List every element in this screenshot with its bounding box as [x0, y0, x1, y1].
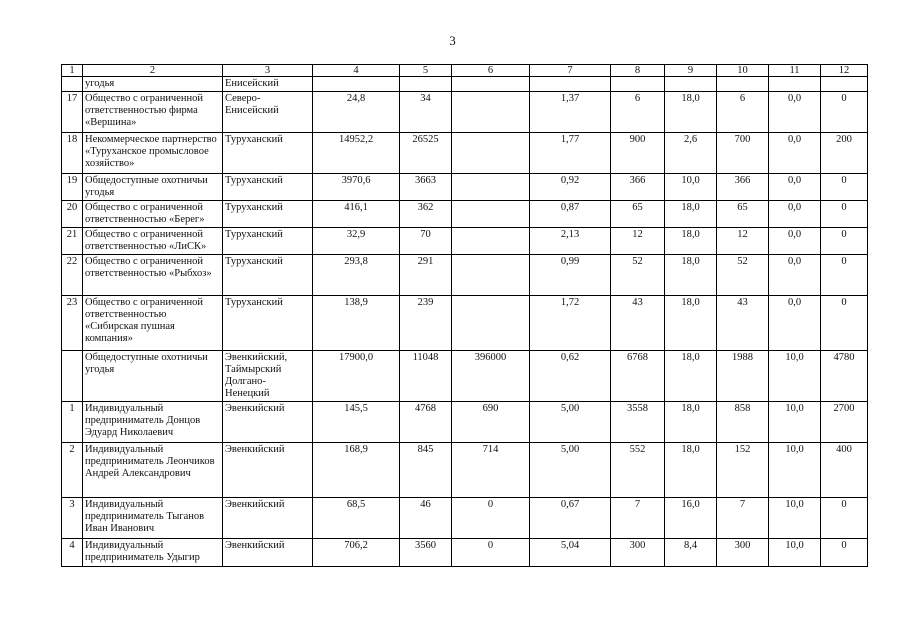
- value-cell: 3558: [611, 402, 665, 443]
- value-cell: 10,0: [769, 539, 821, 567]
- value-cell: 11048: [400, 351, 452, 402]
- value-cell: 14952,2: [313, 133, 400, 174]
- row-number-cell: 18: [62, 133, 83, 174]
- table-row: [62, 443, 868, 498]
- value-cell: 293,8: [313, 255, 400, 296]
- page-number: 3: [449, 33, 456, 48]
- value-cell: 24,8: [313, 92, 400, 133]
- value-cell: 1,37: [530, 92, 611, 133]
- column-header: 3: [223, 65, 313, 77]
- value-cell: 200: [821, 133, 868, 174]
- value-cell: 396000: [452, 351, 530, 402]
- value-cell: 0: [821, 228, 868, 255]
- value-cell: 52: [717, 255, 769, 296]
- value-cell: 70: [400, 228, 452, 255]
- value-cell: 43: [717, 296, 769, 351]
- value-cell: 10,0: [769, 351, 821, 402]
- district-cell: Туруханский: [223, 255, 313, 296]
- value-cell: 362: [400, 201, 452, 228]
- organization-cell: Некоммерческое партнерство «Туруханское промысловое хозяйство»: [83, 133, 223, 174]
- organization-cell: Индивидуальный предприниматель Леончиков Андрей Александрович: [83, 443, 223, 498]
- column-header: 1: [62, 65, 83, 77]
- row-number-cell: 3: [62, 498, 83, 539]
- table-row: [62, 296, 868, 351]
- value-cell: [452, 228, 530, 255]
- value-cell: 4780: [821, 351, 868, 402]
- value-cell: 0: [452, 539, 530, 567]
- value-cell: 65: [717, 201, 769, 228]
- value-cell: [769, 77, 821, 92]
- value-cell: 10,0: [769, 498, 821, 539]
- column-header: 4: [313, 65, 400, 77]
- column-header: 11: [769, 65, 821, 77]
- value-cell: 0,0: [769, 228, 821, 255]
- district-cell: Туруханский: [223, 133, 313, 174]
- district-cell: Эвенкийский: [223, 402, 313, 443]
- table-row: [62, 174, 868, 201]
- value-cell: 34: [400, 92, 452, 133]
- organization-cell: Общество с ограниченной ответственностью «Берег»: [83, 201, 223, 228]
- value-cell: 3560: [400, 539, 452, 567]
- district-cell: Туруханский: [223, 228, 313, 255]
- value-cell: 7: [717, 498, 769, 539]
- value-cell: 18,0: [665, 296, 717, 351]
- value-cell: 18,0: [665, 255, 717, 296]
- value-cell: 6: [611, 92, 665, 133]
- value-cell: 690: [452, 402, 530, 443]
- value-cell: 10,0: [769, 443, 821, 498]
- value-cell: 0: [821, 498, 868, 539]
- organization-cell: Индивидуальный предприниматель Донцов Эдуард Николаевич: [83, 402, 223, 443]
- value-cell: 0,87: [530, 201, 611, 228]
- organization-cell: Индивидуальный предприниматель Тыганов Иван Иванович: [83, 498, 223, 539]
- table-row: [62, 77, 868, 92]
- district-cell: Эвенкийский: [223, 539, 313, 567]
- value-cell: 0: [821, 92, 868, 133]
- value-cell: [530, 77, 611, 92]
- value-cell: 0,99: [530, 255, 611, 296]
- table-row: [62, 255, 868, 296]
- value-cell: 300: [717, 539, 769, 567]
- table-row: [62, 402, 868, 443]
- column-header: 7: [530, 65, 611, 77]
- district-cell: Эвенкийский: [223, 443, 313, 498]
- organization-cell: Индивидуальный предприниматель Удыгир: [83, 539, 223, 567]
- value-cell: 0: [821, 255, 868, 296]
- value-cell: 6768: [611, 351, 665, 402]
- column-header: 10: [717, 65, 769, 77]
- value-cell: 18,0: [665, 402, 717, 443]
- value-cell: 18,0: [665, 92, 717, 133]
- value-cell: 0,0: [769, 201, 821, 228]
- value-cell: 0: [821, 539, 868, 567]
- value-cell: [452, 174, 530, 201]
- data-table: [61, 64, 868, 567]
- value-cell: 18,0: [665, 228, 717, 255]
- row-number-cell: 2: [62, 443, 83, 498]
- organization-cell: Общество с ограниченной ответственностью «ЛиСК»: [83, 228, 223, 255]
- value-cell: 46: [400, 498, 452, 539]
- value-cell: [665, 77, 717, 92]
- value-cell: [717, 77, 769, 92]
- value-cell: 1988: [717, 351, 769, 402]
- value-cell: 366: [717, 174, 769, 201]
- value-cell: [611, 77, 665, 92]
- value-cell: 300: [611, 539, 665, 567]
- table-row: [62, 133, 868, 174]
- value-cell: 0,0: [769, 255, 821, 296]
- column-header: 12: [821, 65, 868, 77]
- value-cell: 2,13: [530, 228, 611, 255]
- value-cell: 43: [611, 296, 665, 351]
- value-cell: 5,00: [530, 402, 611, 443]
- value-cell: 845: [400, 443, 452, 498]
- value-cell: 52: [611, 255, 665, 296]
- value-cell: 700: [717, 133, 769, 174]
- value-cell: 0,0: [769, 296, 821, 351]
- row-number-cell: [62, 77, 83, 92]
- table-row: [62, 92, 868, 133]
- value-cell: 18,0: [665, 443, 717, 498]
- row-number-cell: 22: [62, 255, 83, 296]
- value-cell: 366: [611, 174, 665, 201]
- value-cell: 0,0: [769, 133, 821, 174]
- table-row: [62, 498, 868, 539]
- value-cell: 18,0: [665, 351, 717, 402]
- value-cell: [400, 77, 452, 92]
- value-cell: 17900,0: [313, 351, 400, 402]
- value-cell: [452, 255, 530, 296]
- table-row: [62, 201, 868, 228]
- value-cell: 0: [821, 296, 868, 351]
- value-cell: [452, 92, 530, 133]
- header-row: [62, 65, 868, 77]
- value-cell: 714: [452, 443, 530, 498]
- value-cell: 152: [717, 443, 769, 498]
- column-header: 2: [83, 65, 223, 77]
- row-number-cell: 19: [62, 174, 83, 201]
- district-cell: Енисейский: [223, 77, 313, 92]
- district-cell: Туруханский: [223, 174, 313, 201]
- value-cell: 168,9: [313, 443, 400, 498]
- value-cell: 145,5: [313, 402, 400, 443]
- value-cell: 0,0: [769, 92, 821, 133]
- value-cell: 400: [821, 443, 868, 498]
- district-cell: Эвенкийский: [223, 498, 313, 539]
- row-number-cell: 4: [62, 539, 83, 567]
- value-cell: 4768: [400, 402, 452, 443]
- value-cell: 18,0: [665, 201, 717, 228]
- value-cell: 12: [717, 228, 769, 255]
- value-cell: 16,0: [665, 498, 717, 539]
- value-cell: 32,9: [313, 228, 400, 255]
- organization-cell: угодья: [83, 77, 223, 92]
- value-cell: 239: [400, 296, 452, 351]
- district-cell: Туруханский: [223, 296, 313, 351]
- row-number-cell: 20: [62, 201, 83, 228]
- value-cell: [452, 201, 530, 228]
- value-cell: 5,04: [530, 539, 611, 567]
- value-cell: 416,1: [313, 201, 400, 228]
- row-number-cell: 23: [62, 296, 83, 351]
- column-header: 5: [400, 65, 452, 77]
- value-cell: 0,67: [530, 498, 611, 539]
- value-cell: 3663: [400, 174, 452, 201]
- district-cell: Северо-Енисейский: [223, 92, 313, 133]
- value-cell: 10,0: [769, 402, 821, 443]
- value-cell: 0: [821, 201, 868, 228]
- table-row: [62, 351, 868, 402]
- district-cell: Эвенкийский, Таймырский Долгано-Ненецкий: [223, 351, 313, 402]
- value-cell: 10,0: [665, 174, 717, 201]
- organization-cell: Общедоступные охотничьи угодья: [83, 351, 223, 402]
- column-header: 8: [611, 65, 665, 77]
- district-cell: Туруханский: [223, 201, 313, 228]
- column-header: 9: [665, 65, 717, 77]
- value-cell: [313, 77, 400, 92]
- value-cell: 8,4: [665, 539, 717, 567]
- row-number-cell: 21: [62, 228, 83, 255]
- organization-cell: Общество с ограниченной ответственностью «Рыбхоз»: [83, 255, 223, 296]
- table-row: [62, 228, 868, 255]
- value-cell: 1,77: [530, 133, 611, 174]
- value-cell: 3970,6: [313, 174, 400, 201]
- value-cell: 6: [717, 92, 769, 133]
- value-cell: 2700: [821, 402, 868, 443]
- row-number-cell: [62, 351, 83, 402]
- value-cell: 900: [611, 133, 665, 174]
- table-row: [62, 539, 868, 567]
- value-cell: 5,00: [530, 443, 611, 498]
- row-number-cell: 17: [62, 92, 83, 133]
- value-cell: 26525: [400, 133, 452, 174]
- organization-cell: Общество с ограниченной ответственностью «Сибирская пушная компания»: [83, 296, 223, 351]
- value-cell: [821, 77, 868, 92]
- value-cell: 291: [400, 255, 452, 296]
- value-cell: 0,0: [769, 174, 821, 201]
- value-cell: 65: [611, 201, 665, 228]
- value-cell: [452, 296, 530, 351]
- row-number-cell: 1: [62, 402, 83, 443]
- value-cell: 68,5: [313, 498, 400, 539]
- organization-cell: Общедоступные охотничьи угодья: [83, 174, 223, 201]
- value-cell: 706,2: [313, 539, 400, 567]
- organization-cell: Общество с ограниченной ответственностью фирма «Вершина»: [83, 92, 223, 133]
- value-cell: 138,9: [313, 296, 400, 351]
- value-cell: [452, 133, 530, 174]
- value-cell: 12: [611, 228, 665, 255]
- value-cell: 858: [717, 402, 769, 443]
- value-cell: [452, 77, 530, 92]
- value-cell: 1,72: [530, 296, 611, 351]
- value-cell: 552: [611, 443, 665, 498]
- column-header: 6: [452, 65, 530, 77]
- value-cell: 0: [452, 498, 530, 539]
- value-cell: 0,62: [530, 351, 611, 402]
- value-cell: 0: [821, 174, 868, 201]
- value-cell: 2,6: [665, 133, 717, 174]
- value-cell: 0,92: [530, 174, 611, 201]
- value-cell: 7: [611, 498, 665, 539]
